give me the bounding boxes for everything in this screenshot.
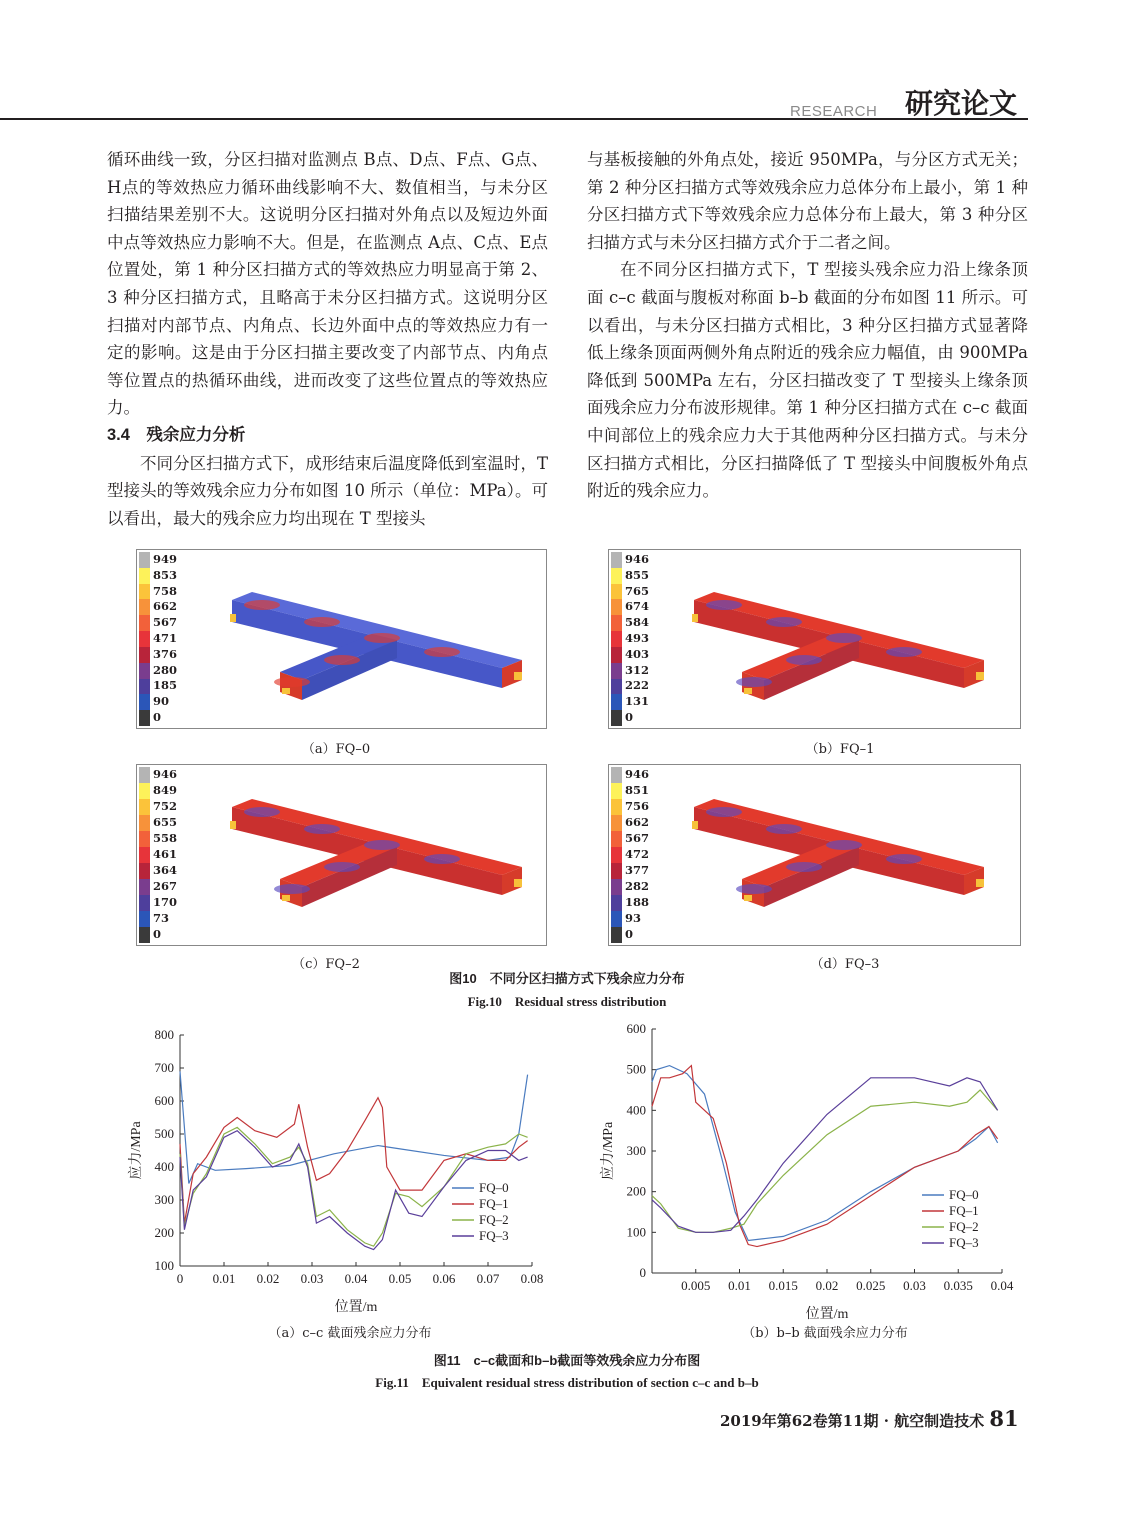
fig10-title-en: Fig.10 Residual stress distribution bbox=[467, 994, 667, 1009]
colorbar-label: 364 bbox=[153, 863, 178, 877]
y-axis-label: 应力/MPa bbox=[129, 1121, 144, 1180]
x-tick-label: 0.01 bbox=[728, 1278, 751, 1293]
fig10-panel-b bbox=[608, 549, 1021, 729]
y-tick-label: 600 bbox=[626, 1021, 646, 1036]
fig10-caption-d: （d）FQ–3 bbox=[810, 957, 880, 972]
series-line-FQ–2 bbox=[180, 1127, 528, 1246]
stress-blotch bbox=[786, 862, 822, 872]
colorbar-label: 312 bbox=[625, 662, 650, 677]
colorbar-label: 674 bbox=[625, 599, 650, 614]
fig11-title-en: Fig.11 Equivalent residual stress distribution of section c–c and b–b bbox=[375, 1375, 759, 1390]
colorbar-label: 188 bbox=[625, 895, 650, 909]
hot-corner bbox=[692, 821, 698, 829]
legend-label: FQ–1 bbox=[479, 1196, 509, 1211]
t-joint-shape bbox=[230, 799, 522, 907]
y-tick-label: 100 bbox=[154, 1258, 174, 1273]
hot-corner bbox=[230, 821, 236, 829]
y-tick-label: 200 bbox=[154, 1225, 174, 1240]
colorbar-label: 567 bbox=[625, 831, 650, 845]
fig11-chart-b bbox=[590, 1015, 1020, 1320]
colorbar-label: 946 bbox=[625, 767, 650, 781]
colorbar-label: 946 bbox=[153, 767, 178, 781]
y-tick-label: 800 bbox=[154, 1027, 174, 1042]
page-footer bbox=[720, 1406, 1019, 1431]
y-tick-label: 700 bbox=[154, 1060, 174, 1075]
legend-label: FQ–0 bbox=[949, 1187, 979, 1202]
x-axis-label: 位置/m bbox=[805, 1307, 849, 1320]
x-tick-label: 0 bbox=[176, 1271, 184, 1286]
stress-blotch bbox=[886, 647, 922, 657]
x-tick-label: 0.06 bbox=[432, 1271, 456, 1286]
colorbar-label: 752 bbox=[153, 799, 178, 813]
fig11-title-cn: 图11 c–c截面和b–b截面等效残余应力分布图 bbox=[433, 1353, 701, 1368]
x-tick-label: 0.03 bbox=[300, 1271, 324, 1286]
colorbar-label: 131 bbox=[625, 694, 650, 709]
fig10-panel-d bbox=[608, 764, 1021, 946]
y-tick-label: 500 bbox=[154, 1126, 174, 1141]
colorbar-label: 0 bbox=[153, 710, 162, 725]
fig10-panel-c bbox=[136, 764, 547, 946]
fig10-caption-b: （b）FQ–1 bbox=[805, 742, 875, 757]
series-line-FQ–1 bbox=[180, 1098, 528, 1223]
colorbar-label: 662 bbox=[153, 599, 178, 614]
colorbar-label: 90 bbox=[153, 694, 170, 709]
stress-blotch bbox=[766, 824, 802, 834]
colorbar-label: 0 bbox=[153, 927, 162, 941]
hot-corner bbox=[976, 672, 984, 680]
x-tick-label: 0.02 bbox=[256, 1271, 280, 1286]
colorbar-label: 0 bbox=[625, 710, 634, 725]
colorbar-label: 461 bbox=[153, 847, 178, 861]
section-heading: 3.4 残余应力分析 bbox=[107, 425, 246, 444]
y-tick-label: 300 bbox=[626, 1143, 646, 1158]
fig10-title-cn: 图10 不同分区扫描方式下残余应力分布 bbox=[449, 971, 685, 986]
left-column bbox=[107, 146, 548, 532]
stress-blotch bbox=[244, 807, 280, 817]
colorbar-label: 377 bbox=[625, 863, 650, 877]
t-joint-shape bbox=[692, 592, 984, 700]
colorbar-label: 765 bbox=[625, 583, 650, 598]
colorbar-label: 853 bbox=[153, 567, 178, 582]
stress-blotch bbox=[736, 677, 772, 687]
y-tick-label: 300 bbox=[154, 1192, 174, 1207]
y-tick-label: 400 bbox=[626, 1102, 646, 1118]
colorbar-label: 282 bbox=[625, 879, 650, 893]
t-joint-render bbox=[609, 550, 1020, 728]
x-axis-label: 位置/m bbox=[334, 1300, 378, 1315]
stress-blotch bbox=[826, 840, 862, 850]
stress-blotch bbox=[304, 824, 340, 834]
hot-corner bbox=[230, 614, 236, 622]
journal-info: 2019年第62卷第11期 · 航空制造技术 bbox=[720, 1412, 985, 1430]
colorbar-label: 662 bbox=[625, 815, 650, 829]
left-paragraph-2: 不同分区扫描方式下，成形结束后温度降低到室温时，T 型接头的等效残余应力分布如图 10 所示（单位：MPa）。可以看出，最大的残余应力均出现在 T 型接头 bbox=[107, 453, 548, 528]
y-tick-label: 400 bbox=[154, 1159, 174, 1174]
stress-blotch bbox=[424, 647, 460, 657]
t-joint-shape bbox=[230, 592, 522, 700]
t-joint-shape bbox=[692, 799, 984, 907]
legend-label: FQ–0 bbox=[479, 1180, 509, 1195]
y-tick-label: 0 bbox=[639, 1265, 646, 1280]
fig10-caption-c: （c）FQ–2 bbox=[292, 957, 360, 972]
colorbar-label: 170 bbox=[153, 895, 178, 909]
colorbar-label: 222 bbox=[625, 678, 650, 693]
colorbar-label: 73 bbox=[153, 911, 170, 925]
stress-blotch bbox=[736, 884, 772, 894]
x-tick-label: 0.02 bbox=[815, 1278, 839, 1293]
stress-blotch bbox=[364, 633, 400, 643]
page-number: 81 bbox=[989, 1406, 1019, 1431]
fig10-caption-a: （a）FQ–0 bbox=[301, 742, 371, 757]
stress-blotch bbox=[304, 617, 340, 627]
colorbar-label: 472 bbox=[625, 847, 650, 861]
stress-blotch bbox=[274, 884, 310, 894]
y-tick-label: 200 bbox=[626, 1183, 646, 1199]
fig11-chart-a bbox=[110, 1020, 550, 1320]
hot-corner bbox=[282, 688, 290, 694]
colorbar-label: 0 bbox=[625, 927, 634, 941]
x-tick-label: 0.035 bbox=[943, 1278, 973, 1293]
colorbar-label: 851 bbox=[625, 783, 650, 797]
x-tick-label: 0.07 bbox=[476, 1271, 500, 1286]
x-tick-label: 0.03 bbox=[903, 1278, 926, 1293]
stress-blotch bbox=[886, 854, 922, 864]
hot-corner bbox=[744, 895, 752, 901]
stress-blotch bbox=[324, 655, 360, 665]
colorbar-label: 567 bbox=[153, 615, 178, 630]
colorbar-label: 558 bbox=[153, 831, 178, 845]
stress-blotch bbox=[244, 600, 280, 610]
stress-blotch bbox=[766, 617, 802, 627]
right-paragraph-2: 在不同分区扫描方式下，T 型接头残余应力沿上缘条顶面 c–c 截面与腹板对称面 b–b 截面的分布如图 11 所示。可以看出，与未分区扫描方式相比，3 种分区扫描方式显著降低上缘条顶面两侧外角点附近的残余应力幅值，由 900MPa 降低到 500MPa 左右，分区扫描改变了 T 型接头上缘条顶面残余应力分布波形规律。第 1 种分区扫描方式在 c–c 截面中间部位上的残余应力大于其他两种分区扫描方式。与未分区扫描方式相比，分区扫描降低了 T 型接头中间腹板外角点附近的残余应力。 bbox=[587, 260, 1028, 501]
header-title: 研究论文 bbox=[905, 87, 1018, 120]
hot-corner bbox=[744, 688, 752, 694]
x-tick-label: 0.01 bbox=[212, 1271, 236, 1286]
colorbar-label: 471 bbox=[153, 631, 178, 645]
header-research: RESEARCH bbox=[790, 103, 878, 120]
t-joint-render bbox=[137, 765, 546, 945]
t-joint-render bbox=[137, 550, 546, 728]
left-paragraph-1: 循环曲线一致，分区扫描对监测点 B点、D点、F点、G点、H点的等效热应力循环曲线影响不大、数值相当，与未分区扫描结果差别不大。这说明分区扫描对外角点以及短边外面中点等效热应力影响不大。但是，在监测点 A点、C点、E点位置处，第 1 种分区扫描方式的等效热应力明显高于第 2、3 种分区扫描方式，且略高于未分区扫描方式。这说明分区扫描对内部节点、内角点、长边外面中点的等效热应力有一定的影响。这是由于分区扫描主要改变了内部节点、内角点等位置点的热循环曲线，进而改变了这些位置点的等效热应力。 bbox=[107, 150, 548, 418]
colorbar-label: 758 bbox=[153, 583, 178, 598]
colorbar-label: 949 bbox=[153, 551, 178, 566]
stress-blotch bbox=[324, 862, 360, 872]
colorbar-label: 655 bbox=[153, 815, 178, 829]
hot-corner bbox=[514, 879, 522, 887]
series-line-FQ–3 bbox=[180, 1131, 528, 1250]
legend-label: FQ–3 bbox=[479, 1228, 509, 1243]
t-joint-render bbox=[609, 765, 1020, 945]
stress-blotch bbox=[786, 655, 822, 665]
hot-corner bbox=[282, 895, 290, 901]
stress-blotch bbox=[826, 633, 862, 643]
colorbar-label: 376 bbox=[153, 646, 178, 661]
stress-blotch bbox=[364, 840, 400, 850]
series-line-FQ–0 bbox=[180, 1071, 528, 1183]
y-tick-label: 600 bbox=[154, 1093, 174, 1108]
hot-corner bbox=[514, 672, 522, 680]
legend-label: FQ–2 bbox=[949, 1219, 979, 1234]
fig10-panel-a bbox=[136, 549, 547, 729]
stress-blotch bbox=[424, 854, 460, 864]
x-tick-label: 0.05 bbox=[388, 1271, 412, 1286]
stress-blotch bbox=[706, 807, 742, 817]
x-tick-label: 0.005 bbox=[681, 1278, 711, 1293]
colorbar-label: 280 bbox=[153, 662, 178, 677]
colorbar-label: 493 bbox=[625, 631, 650, 645]
y-axis-label: 应力/MPa bbox=[601, 1121, 616, 1181]
legend-label: FQ–1 bbox=[949, 1203, 979, 1218]
y-tick-label: 500 bbox=[626, 1061, 646, 1077]
stress-blotch bbox=[706, 600, 742, 610]
colorbar-label: 267 bbox=[153, 879, 178, 893]
colorbar-label: 584 bbox=[625, 615, 650, 630]
colorbar-label: 849 bbox=[153, 783, 178, 797]
y-tick-label: 100 bbox=[626, 1224, 646, 1240]
right-column bbox=[587, 146, 1028, 505]
fig11-caption-a: （a）c–c 截面残余应力分布 bbox=[268, 1326, 432, 1341]
series-line-FQ–0 bbox=[652, 1066, 998, 1241]
hot-corner bbox=[976, 879, 984, 887]
legend-label: FQ–2 bbox=[479, 1212, 509, 1227]
fig11-caption-b: （b）b–b 截面残余应力分布 bbox=[742, 1326, 908, 1341]
colorbar-label: 855 bbox=[625, 567, 650, 582]
colorbar-label: 185 bbox=[153, 678, 178, 693]
x-tick-label: 0.025 bbox=[856, 1278, 886, 1293]
x-tick-label: 0.08 bbox=[520, 1271, 544, 1286]
colorbar-label: 946 bbox=[625, 551, 650, 566]
colorbar-label: 756 bbox=[625, 799, 650, 813]
x-tick-label: 0.04 bbox=[344, 1271, 368, 1286]
legend-label: FQ–3 bbox=[949, 1235, 979, 1250]
series-line-FQ–2 bbox=[652, 1090, 998, 1232]
x-tick-label: 0.04 bbox=[990, 1278, 1014, 1293]
stress-blotch bbox=[274, 677, 310, 687]
colorbar-label: 93 bbox=[625, 911, 642, 925]
hot-corner bbox=[692, 614, 698, 622]
colorbar-label: 403 bbox=[625, 646, 650, 661]
right-paragraph-1: 与基板接触的外角点处，接近 950MPa，与分区方式无关；第 2 种分区扫描方式等效残余应力总体分布上最小，第 1 种分区扫描方式下等效残余应力总体分布上最大，第 3 种分区扫描方式与未分区扫描方式介于二者之间。 bbox=[587, 150, 1028, 252]
x-tick-label: 0.015 bbox=[768, 1278, 798, 1293]
